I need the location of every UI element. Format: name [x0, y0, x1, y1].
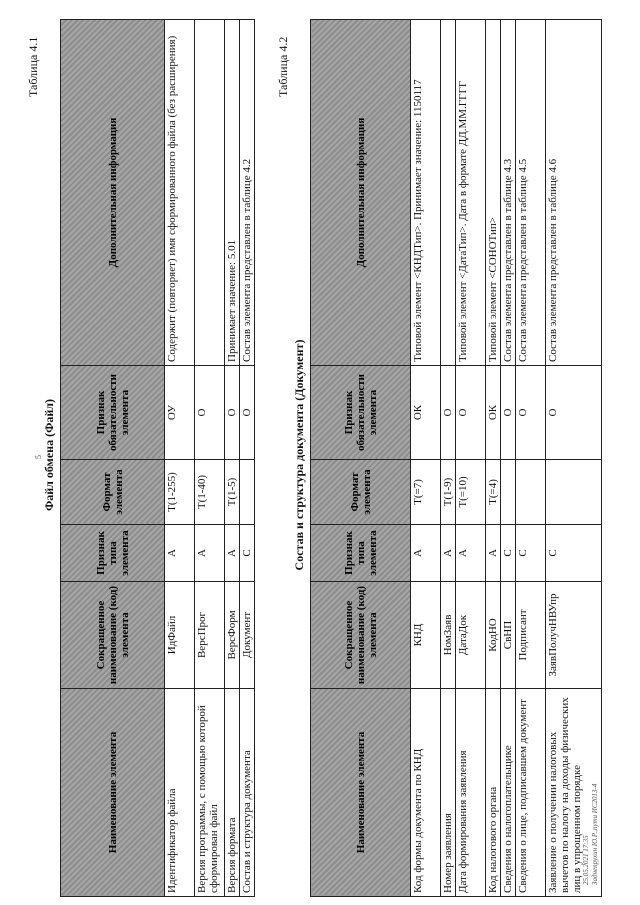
cell-type: А — [195, 525, 225, 582]
cell-info: Типовой элемент <КНДТип>. Принимает значение: 1150117 — [411, 20, 441, 366]
cell-name: Идентификатор файла — [165, 689, 195, 897]
cell-info: Типовой элемент <ДатаТип>. Дата в формате ДД.ММ.ГГГГ — [456, 20, 486, 366]
page-number: 5 — [34, 455, 43, 459]
cell-info — [195, 20, 225, 366]
cell-required: ОК — [486, 366, 501, 460]
cell-name: Состав и структура документа — [240, 689, 255, 897]
cell-format — [240, 460, 255, 525]
cell-name: Версия формата — [225, 689, 240, 897]
table-4-2 — [310, 19, 602, 897]
cell-required: О — [225, 366, 240, 460]
column-header-info: Дополнительная информация — [61, 20, 165, 366]
column-header-required: Признак обязательности элемента — [311, 366, 411, 460]
cell-code: ЗаявПолучНВУпр — [546, 582, 602, 689]
cell-info: Принимает значение: 5.01 — [225, 20, 240, 366]
table-4-1-header-row — [61, 20, 165, 897]
cell-name: Сведения о лице, подписавшем документ — [516, 689, 546, 897]
cell-code: ИдФайл — [165, 582, 195, 689]
cell-type: А — [225, 525, 240, 582]
table-4-1-title: Файл обмена (Файл) — [42, 398, 56, 512]
cell-format: T(=4) — [486, 460, 501, 525]
cell-required: О — [546, 366, 602, 460]
column-header-code: Сокращенное наименование (код) элемента — [61, 582, 165, 689]
table-4-1-caption: Таблица 4.1 — [26, 36, 40, 97]
table-row — [225, 20, 240, 897]
table-4-2-caption: Таблица 4.2 — [276, 36, 290, 97]
cell-type: А — [165, 525, 195, 582]
column-header-name: Наименование элемента — [61, 689, 165, 897]
cell-format: T(1-255) — [165, 460, 195, 525]
table-row — [165, 20, 195, 897]
cell-info: Состав элемента представлен в таблице 4.5 — [516, 20, 546, 366]
table-row — [411, 20, 441, 897]
column-header-type: Признак типа элемента — [61, 525, 165, 582]
cell-info: Типовой элемент <СОНОТип> — [486, 20, 501, 366]
print-timestamp: 25.05.2021 17:35 — [582, 835, 590, 885]
print-author: Заднепрухин Ю.Р.,пути ИС2013-4 — [591, 783, 599, 885]
cell-code: ВерсПрог — [195, 582, 225, 689]
table-row — [516, 20, 546, 897]
cell-code: Документ — [240, 582, 255, 689]
column-header-required: Признак обязательности элемента — [61, 366, 165, 460]
cell-required: О — [240, 366, 255, 460]
cell-format: T(1-5) — [225, 460, 240, 525]
cell-format — [501, 460, 516, 525]
cell-code: Подписант — [516, 582, 546, 689]
table-row — [501, 20, 516, 897]
cell-format: T(=10) — [456, 460, 486, 525]
column-header-code: Сокращенное наименование (код) элемента — [311, 582, 411, 689]
cell-format — [546, 460, 602, 525]
cell-code: СвНП — [501, 582, 516, 689]
cell-type: С — [240, 525, 255, 582]
cell-info: Состав элемента представлен в таблице 4.6 — [546, 20, 602, 366]
cell-code: КодНО — [486, 582, 501, 689]
cell-format: T(=7) — [411, 460, 441, 525]
column-header-format: Формат элемента — [311, 460, 411, 525]
column-header-info: Дополнительная информация — [311, 20, 411, 366]
table-row — [240, 20, 255, 897]
table-row — [456, 20, 486, 897]
cell-format: T(1-9) — [441, 460, 456, 525]
cell-required: О — [195, 366, 225, 460]
column-header-name: Наименование элемента — [311, 689, 411, 897]
cell-required: ОУ — [165, 366, 195, 460]
cell-type: С — [546, 525, 602, 582]
cell-name: Дата формирования заявления — [456, 689, 486, 897]
cell-info: Содержит (повторяет) имя сформированного файла (без расширения) — [165, 20, 195, 366]
cell-required: ОК — [411, 366, 441, 460]
cell-name: Заявление о получении налоговых вычетов по налогу на доходы физических лиц в упрощенном порядке — [546, 689, 602, 897]
cell-name: Код формы документа по КНД — [411, 689, 441, 897]
table-row — [546, 20, 602, 897]
cell-info: Состав элемента представлен в таблице 4.3 — [501, 20, 516, 366]
cell-name: Сведения о налогоплательщике — [501, 689, 516, 897]
table-row — [441, 20, 456, 897]
table-4-2-header-row — [311, 20, 411, 897]
cell-required: О — [456, 366, 486, 460]
cell-code: ДатаДок — [456, 582, 486, 689]
cell-required: О — [516, 366, 546, 460]
cell-name: Номер заявления — [441, 689, 456, 897]
column-header-type: Признак типа элемента — [311, 525, 411, 582]
cell-format — [516, 460, 546, 525]
cell-code: КНД — [411, 582, 441, 689]
cell-info — [441, 20, 456, 366]
cell-type: С — [516, 525, 546, 582]
cell-type: А — [486, 525, 501, 582]
cell-required: О — [441, 366, 456, 460]
cell-type: С — [501, 525, 516, 582]
cell-code: НомЗаяв — [441, 582, 456, 689]
column-header-format: Формат элемента — [61, 460, 165, 525]
table-row — [195, 20, 225, 897]
cell-format: T(1-40) — [195, 460, 225, 525]
cell-name: Код налогового органа — [486, 689, 501, 897]
cell-info: Состав элемента представлен в таблице 4.2 — [240, 20, 255, 366]
table-row — [486, 20, 501, 897]
table-4-1 — [60, 19, 255, 897]
print-footer — [582, 784, 600, 885]
cell-required: О — [501, 366, 516, 460]
cell-type: А — [441, 525, 456, 582]
cell-code: ВерсФорм — [225, 582, 240, 689]
cell-name: Версия программы, с помощью которой сформирован файл — [195, 689, 225, 897]
cell-type: А — [456, 525, 486, 582]
cell-type: А — [411, 525, 441, 582]
table-4-2-title: Состав и структура документа (Документ) — [292, 339, 306, 571]
